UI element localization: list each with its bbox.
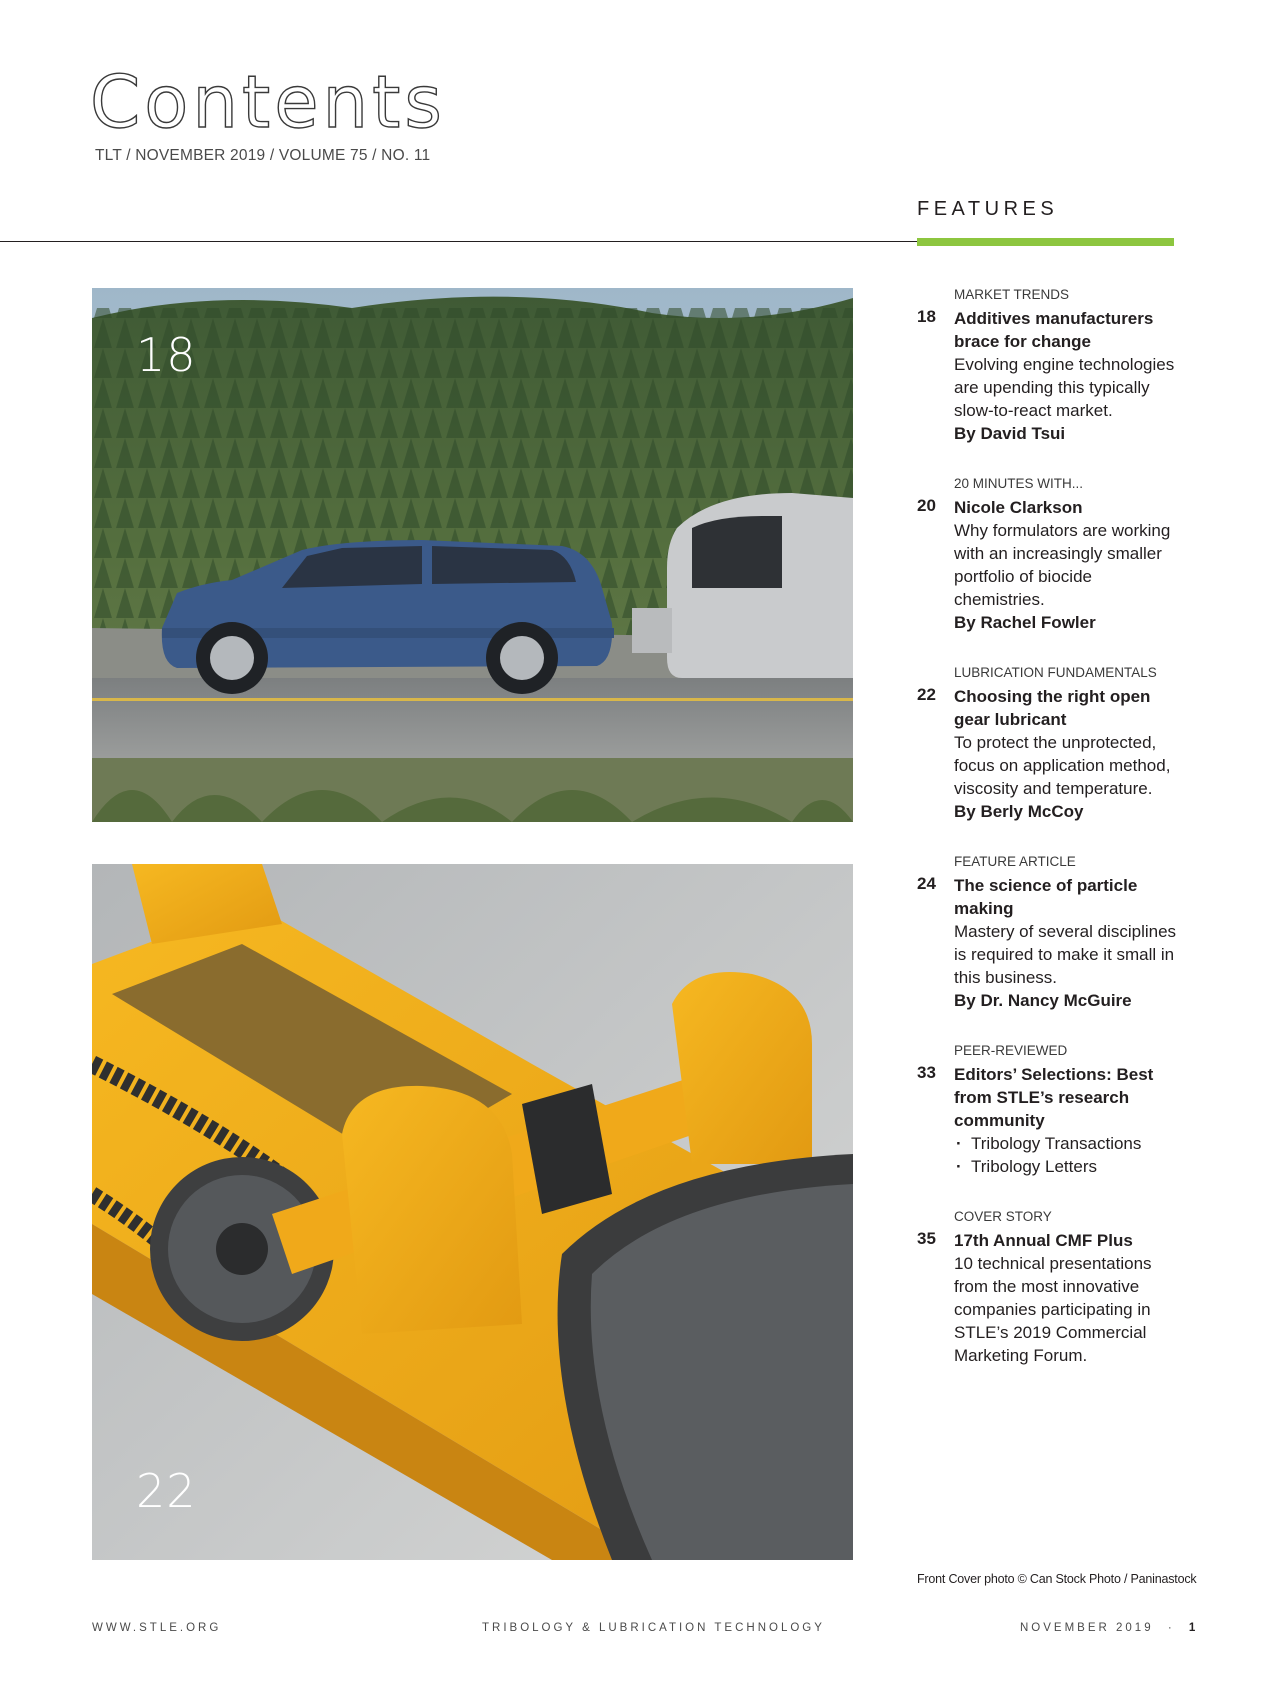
toc-description: To protect the unprotected, focus on application method, viscosity and temperature. (954, 733, 1171, 798)
toc-category: FEATURE ARTICLE (954, 854, 1076, 869)
toc-author: By Rachel Fowler (954, 613, 1096, 632)
toc-entry[interactable] (917, 286, 1179, 445)
divider-line (0, 241, 917, 242)
toc-category: COVER STORY (954, 1209, 1052, 1224)
toc-bullet-list (954, 1132, 1179, 1178)
gear-photo-illustration (92, 864, 853, 1560)
toc-entry[interactable] (917, 664, 1179, 823)
toc-entry[interactable] (917, 1208, 1179, 1367)
toc-entry[interactable] (917, 853, 1179, 1012)
toc-page-number: 24 (917, 874, 936, 893)
toc-description: Mastery of several disciplines is required to make it small in this business. (954, 922, 1177, 987)
toc-category: LUBRICATION FUNDAMENTALS (954, 665, 1157, 680)
toc-page-number: 20 (917, 496, 936, 515)
toc-page-number: 35 (917, 1229, 936, 1248)
toc-bullet-item: · Tribology Letters (954, 1155, 1179, 1178)
accent-bar (917, 238, 1174, 246)
toc-author: By David Tsui (954, 424, 1066, 443)
section-heading: FEATURES (917, 198, 1059, 220)
issue-info: TLT / NOVEMBER 2019 / VOLUME 75 / NO. 11 (95, 147, 431, 164)
toc-category: MARKET TRENDS (954, 287, 1070, 302)
toc-entry[interactable] (917, 475, 1179, 634)
toc-title[interactable]: Editors’ Selections: Best from STLE’s research community (954, 1065, 1154, 1130)
toc-title[interactable]: Nicole Clarkson (954, 498, 1083, 517)
toc-title[interactable]: 17th Annual CMF Plus (954, 1231, 1133, 1250)
photo-page-label: 22 (136, 1464, 197, 1518)
footer-date: NOVEMBER 2019 (1020, 1622, 1154, 1634)
page-title: Contents (90, 60, 446, 144)
toc-entry[interactable] (917, 1042, 1179, 1178)
toc-title[interactable]: Additives manufacturers brace for change (954, 309, 1154, 351)
toc-description: Why formulators are working with an increasingly smaller portfolio of biocide chemistries. (954, 521, 1171, 609)
toc-page-number: 22 (917, 685, 936, 704)
photo-page-label: 18 (136, 328, 197, 382)
footer-website[interactable]: WWW.STLE.ORG (92, 1622, 222, 1634)
photo-credit: Front Cover photo © Can Stock Photo / Paninastock (917, 1572, 1197, 1586)
footer-separator: · (1167, 1622, 1175, 1634)
page-number: 1 (1188, 1622, 1196, 1634)
footer-date-page (1020, 1622, 1195, 1634)
toc-category: PEER-REVIEWED (954, 1043, 1068, 1058)
toc-description: Evolving engine technologies are upending this typically slow-to-react market. (954, 355, 1175, 420)
footer-publication: TRIBOLOGY & LUBRICATION TECHNOLOGY (482, 1622, 825, 1634)
suv-photo-illustration (92, 288, 853, 822)
toc-title[interactable]: The science of particle making (954, 876, 1138, 918)
toc-author: By Dr. Nancy McGuire (954, 991, 1132, 1010)
feature-photo-gear (92, 864, 853, 1560)
toc-list (917, 286, 1179, 1397)
feature-photo-suv (92, 288, 853, 822)
toc-description: 10 technical presentations from the most innovative companies participating in STLE’s 2019 Commercial Marketing Forum. (954, 1254, 1152, 1365)
toc-category: 20 MINUTES WITH... (954, 476, 1084, 491)
toc-page-number: 18 (917, 307, 936, 326)
toc-bullet-item: · Tribology Transactions (954, 1132, 1179, 1155)
toc-author: By Berly McCoy (954, 802, 1084, 821)
toc-title[interactable]: Choosing the right open gear lubricant (954, 687, 1151, 729)
toc-page-number: 33 (917, 1063, 936, 1082)
